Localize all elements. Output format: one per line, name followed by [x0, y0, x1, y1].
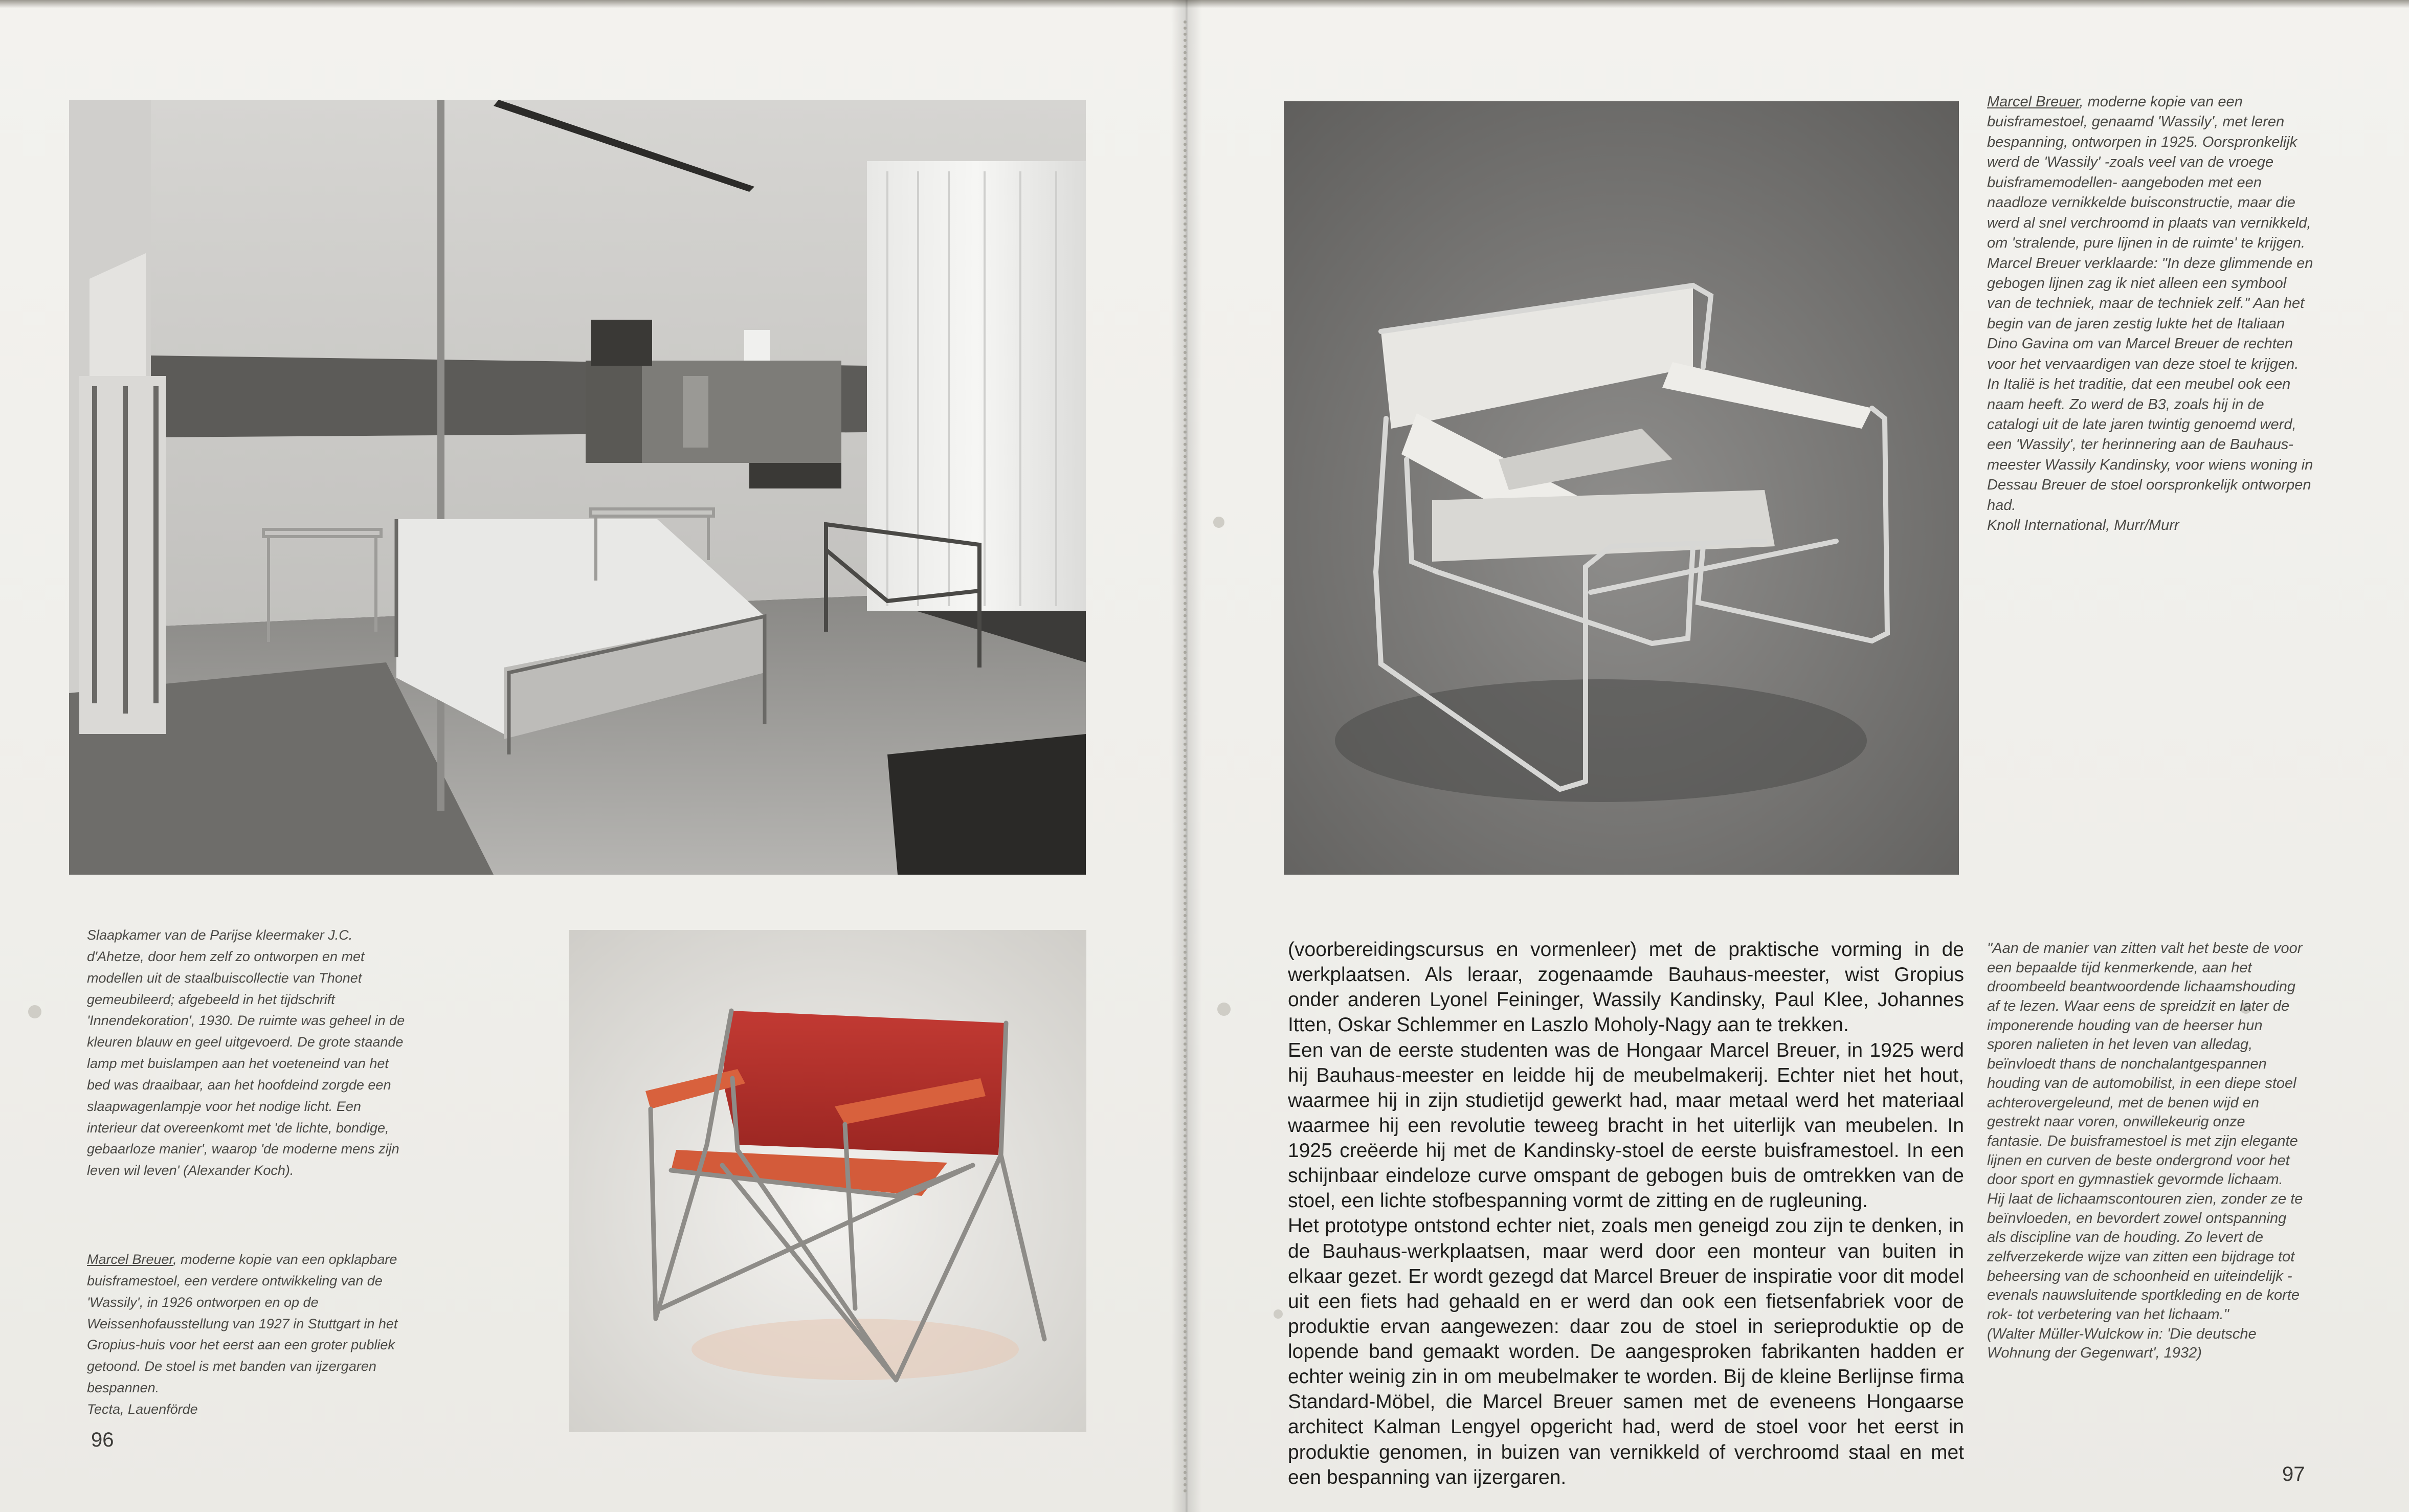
designer-name: Marcel Breuer: [87, 1252, 173, 1267]
page-top-edge: [0, 0, 2409, 8]
bedroom-photo: [69, 100, 1086, 875]
page-number-left: 96: [91, 1429, 114, 1451]
paper-speck: [28, 1005, 41, 1018]
paper-speck: [1217, 1003, 1231, 1016]
wassily-credit: Knoll International, Murr/Murr: [1987, 517, 2179, 534]
paper-speck: [1274, 1309, 1283, 1319]
quote-text: "Aan de manier van zitten valt het beste de voor een bepaalde tijd kenmerkende, aan het droombeeld beantwoordende lichaamshouding af te lezen. Waar eens de spreidzit en later de imponerende houding van de heerser hun sporen nalieten in het leven van alledag, beïnvloedt thans de nonchalantgespannen houding van de automobilist, in een diepe stoel achterovergeleund, met de benen wijd en gestrekt naar voren, onwillekeurig onze fantasie. De buisframestoel is met zijn elegante lijnen en curven de beste ondergrond voor het door sport en gymnastiek gevormde lichaam. Hij laat de lichaamscontouren zien, zonder ze te beïnvloeden, en bevordert zowel ontspanning als discipline van de houding. Zo levert de zelfverzekerde wijze van zitten een bijdrage tot beheersing van de schoonheid en uiteindelijk - evenals nauwsluitende sportkleding en de korte rok- tot verbetering van het lichaam.": [1987, 940, 2303, 1323]
quote-attribution: (Walter Müller-Wulckow in: 'Die deutsche Wohnung der Gegenwart', 1932): [1987, 1325, 2257, 1362]
designer-name: Marcel Breuer: [1987, 94, 2080, 110]
folding-chair-caption-text: , moderne kopie van een opklapbare buisframestoel, een verdere ontwikkeling van de 'Wassily', in 1926 ontworpen en op de Weissenhofausstellung van 1927 in Stuttgart in het Gropius-huis voor het eerst aan een groter publiek getoond. De stoel is met banden van ijzergaren bespannen.: [87, 1252, 398, 1396]
wassily-chair-photo: [1284, 101, 1959, 875]
article-body: [1288, 937, 1964, 1490]
page-number-right: 97: [2282, 1463, 2305, 1485]
perforation-line: [1184, 20, 1187, 1494]
quote-block: [1987, 939, 2304, 1363]
folding-chair-photo: [569, 930, 1086, 1432]
wassily-caption-text: , moderne kopie van een buisframestoel, genaamd 'Wassily', met leren bespanning, ontworpen in 1925. Oorspronkelijk werd de 'Wassily' -zoals veel van de vroege buisframemodellen- aangeboden met een naadloze vernikkelde buisconstructie, maar die werd al snel verchroomd in plaats van vernikkeld, om 'stralende, pure lijnen in de ruimte' te krijgen. Marcel Breuer verklaarde: "In deze glimmende en gebogen lijnen zag ik niet alleen een symbool van de techniek, maar de techniek zelf." Aan het begin van de jaren zestig lukte het de Italiaan Dino Gavina om van Marcel Breuer de rechten voor het vervaardigen van deze stoel te krijgen. In Italië is het traditie, dat een meubel ook een naam heeft. Zo werd de B3, zoals hij in de catalogi uit de late jaren twintig genoemd werd, een 'Wassily', ter herinnering aan de Bauhaus-meester Wassily Kandinsky, voor wiens woning in Dessau Breuer de stoel oorspronkelijk ontworpen had.: [1987, 94, 2313, 514]
bedroom-caption: [87, 925, 407, 1182]
paper-speck: [1213, 517, 1224, 528]
body-paragraph: Het prototype ontstond echter niet, zoals men geneigd zou zijn te denken, in de Bauhaus-werkplaatsen, maar werd door een monteur van buiten in elkaar gezet. Er wordt gezegd dat Marcel Breuer de inspiratie voor dit model uit een fiets had gehaald en er werd dan ook een fietsenfabriek voor de produktie ervan aangewezen: daar zou de stoel in serieproduktie op de lopende band gemaakt worden. De aangesproken fabrikanten hadden er echter weinig zin in om meubelmaker te worden. Bij de kleine Berlijnse firma Standard-Möbel, die Marcel Breuer samen met de eveneens Hongaarse architect Kalman Lengyel opgericht had, werd de stoel voor het eerst in produktie genomen, in buizen van vernikkeld of verchroomd staal en met een bespanning van ijzergaren.: [1288, 1215, 1964, 1488]
folding-chair-credit: Tecta, Lauenförde: [87, 1401, 198, 1417]
body-paragraph: Een van de eerste studenten was de Hongaar Marcel Breuer, in 1925 werd hij Bauhaus-meester en leidde hij de meubelmakerij. Echter niet het hout, waarmee hij in zijn studietijd gewerkt had, maar metaal werd het materiaal waarmee hij een revolutie teweeg bracht in het uiterlijk van meubelen. In 1925 creëerde hij met de Kandinsky-stoel de eerste buisframestoel. In een schijnbaar eindeloze curve omspant de gebogen buis de omtrekken van de stoel, een lichte stofbespanning vormt de zitting en de rugleuning.: [1288, 1039, 1964, 1212]
book-gutter: [1171, 0, 1202, 1512]
body-paragraph: (voorbereidingscursus en vormenleer) met de praktische vorming in de werkplaatsen. Als leraar, zogenaamde Bauhaus-meester, wist Gropius onder anderen Lyonel Feininger, Wassily Kandinsky, Paul Klee, Johannes Itten, Oskar Schlemmer en Laszlo Moholy-Nagy aan te trekken.: [1288, 939, 1964, 1036]
wassily-caption: [1987, 92, 2314, 536]
folding-chair-caption: [87, 1249, 407, 1420]
bedroom-caption-text: Slaapkamer van de Parijse kleermaker J.C. d'Ahetze, door hem zelf zo ontworpen en met modellen uit de staalbuiscollectie van Thonet gemeubileerd; afgebeeld in het tijdschrift 'Innendekoration', 1930. De ruimte was geheel in de kleuren blauw en geel uitgevoerd. De grote staande lamp met buislampen aan het voeteneind van het bed was draaibaar, aan het hoofdeind zorgde een slaapwagenlampje voor het nodige licht. Een interieur dat overeenkomt met 'de lichte, bondige, gebaarloze manier', waarop 'de moderne mens zijn leven wil leven' (Alexander Koch).: [87, 927, 405, 1179]
